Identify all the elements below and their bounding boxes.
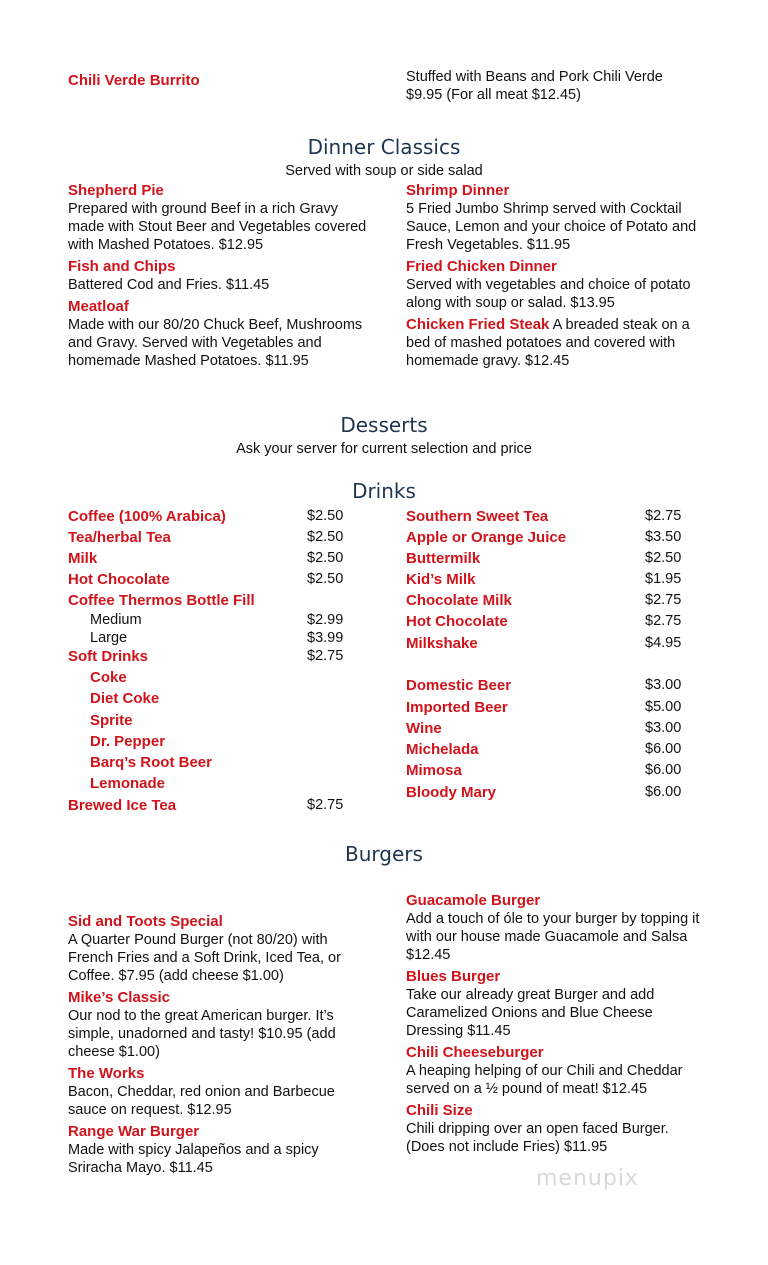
menu-item	[406, 967, 706, 1040]
drink-name: Buttermilk	[406, 550, 481, 567]
section-title-desserts: Desserts	[340, 413, 428, 437]
drink-name: Michelada	[406, 741, 479, 758]
drink-row	[68, 795, 176, 816]
drink-name: Kid’s Milk	[406, 571, 476, 588]
soft-drink-item: Sprite	[90, 712, 133, 729]
drink-name: Southern Sweet Tea	[406, 508, 549, 525]
drink-row	[406, 506, 548, 527]
drink-row	[406, 527, 566, 548]
drink-row	[68, 646, 148, 667]
drink-name: Tea/herbal Tea	[68, 529, 171, 546]
drink-name: Wine	[406, 720, 442, 737]
drink-row	[406, 782, 496, 803]
item-name: Chili Size	[406, 1102, 473, 1119]
section-subtitle-dinner: Served with soup or side salad	[285, 163, 483, 179]
drink-row	[68, 569, 170, 590]
drink-price: $3.00	[645, 720, 682, 736]
thermos-price: $2.99	[307, 612, 344, 628]
soft-drink-item: Diet Coke	[90, 690, 160, 707]
drink-row	[406, 697, 508, 718]
section-title-burgers: Burgers	[345, 842, 423, 866]
menu-item	[406, 181, 706, 254]
drink-row	[406, 590, 512, 611]
item-name: Chili Cheeseburger	[406, 1044, 544, 1061]
thermos-price: $3.99	[307, 630, 344, 646]
drink-name: Hot Chocolate	[406, 613, 508, 630]
drink-row	[406, 548, 480, 569]
drink-row	[406, 760, 462, 781]
menu-item	[406, 891, 706, 964]
item-name: Guacamole Burger	[406, 892, 541, 909]
item-name: Meatloaf	[68, 298, 129, 315]
menu-item	[406, 1043, 706, 1098]
item-desc: Served with vegetables and choice of potato along with soup or salad. $13.95	[406, 277, 691, 311]
item-desc: Made with spicy Jalapeños and a spicy Sriracha Mayo. $11.45	[68, 1142, 319, 1176]
drink-row	[68, 506, 226, 527]
menu-item	[68, 912, 368, 985]
watermark-logo: menupix	[536, 1166, 639, 1191]
menu-item	[68, 1122, 368, 1177]
section-title-drinks: Drinks	[352, 479, 416, 503]
item-desc: Take our already great Burger and add Caramelized Onions and Blue Cheese Dressing $11.45	[406, 987, 655, 1039]
drink-row	[68, 590, 255, 611]
item-price-line: $9.95 (For all meat $12.45)	[406, 87, 581, 103]
drink-price: $2.75	[307, 797, 344, 813]
item-name: Blues Burger	[406, 968, 501, 985]
drink-price: $2.50	[307, 529, 344, 545]
item-desc: Chili dripping over an open faced Burger. (Does not include Fries) $11.95	[406, 1121, 669, 1155]
drink-price: $6.00	[645, 741, 682, 757]
drink-price: $2.50	[645, 550, 682, 566]
drink-price: $2.75	[645, 592, 682, 608]
dinner-right-column	[406, 181, 706, 373]
soft-drink-item: Barq’s Root Beer	[90, 754, 212, 771]
drink-price: $2.50	[307, 508, 344, 524]
drink-name: Domestic Beer	[406, 677, 512, 694]
drink-price: $4.95	[645, 635, 682, 651]
item-name: Sid and Toots Special	[68, 913, 223, 930]
drink-row	[406, 569, 475, 590]
drink-name: Mimosa	[406, 762, 462, 779]
drink-price: $2.50	[307, 571, 344, 587]
item-desc: Prepared with ground Beef in a rich Gravy made with Stout Beer and Vegetables covered with Mashed Potatoes. $12.95	[68, 201, 367, 253]
item-name: Mike’s Classic	[68, 989, 171, 1006]
item-desc: Add a touch of óle to your burger by topping it with our house made Guacamole and Salsa $12.45	[406, 911, 700, 963]
menu-item	[68, 181, 368, 254]
item-desc: A breaded steak on a bed of mashed potatoes and covered with homemade gravy. $12.45	[406, 317, 690, 369]
item-desc: Bacon, Cheddar, red onion and Barbecue sauce on request. $12.95	[68, 1084, 335, 1118]
item-desc: A Quarter Pound Burger (not 80/20) with French Fries and a Soft Drink, Iced Tea, or Coffee. $7.95 (add cheese $1.00)	[68, 932, 341, 984]
drink-name: Apple or Orange Juice	[406, 529, 567, 546]
drink-price: $1.95	[645, 571, 682, 587]
item-name: Fish and Chips	[68, 258, 176, 275]
item-name: Chicken Fried Steak	[406, 316, 550, 333]
drink-row	[406, 718, 442, 739]
item-name: Range War Burger	[68, 1123, 200, 1140]
drink-price: $3.50	[645, 529, 682, 545]
drink-name: Soft Drinks	[68, 648, 149, 665]
drink-price: $6.00	[645, 762, 682, 778]
dinner-left-column	[68, 181, 368, 373]
item-name-chili-verde-burrito: Chili Verde Burrito	[68, 72, 200, 89]
drink-name: Coffee (100% Arabica)	[68, 508, 226, 525]
item-name: The Works	[68, 1065, 145, 1082]
drink-name: Imported Beer	[406, 699, 508, 716]
drink-price: $2.75	[307, 648, 344, 664]
drink-price: $2.75	[645, 508, 682, 524]
soft-drink-item: Coke	[90, 669, 127, 686]
item-desc-chili-verde-burrito	[406, 68, 706, 104]
soft-drink-item: Dr. Pepper	[90, 733, 166, 750]
menu-item	[406, 257, 706, 312]
drink-name: Chocolate Milk	[406, 592, 512, 609]
item-desc: 5 Fried Jumbo Shrimp served with Cocktail Sauce, Lemon and your choice of Potato and Fresh Vegetables. $11.95	[406, 201, 697, 253]
item-desc: Battered Cod and Fries. $11.45	[68, 277, 270, 293]
burgers-right-column	[406, 891, 706, 1159]
drink-name: Bloody Mary	[406, 784, 497, 801]
item-desc: A heaping helping of our Chili and Cheddar served on a ½ pound of meat! $12.45	[406, 1063, 683, 1097]
thermos-size: Medium	[90, 612, 142, 628]
drink-price: $5.00	[645, 699, 682, 715]
item-desc-line: Stuffed with Beans and Pork Chili Verde	[406, 69, 663, 85]
drink-price: $3.00	[645, 677, 682, 693]
menu-item	[406, 315, 706, 370]
item-name: Shrimp Dinner	[406, 182, 510, 199]
section-subtitle-desserts: Ask your server for current selection and price	[236, 441, 532, 457]
menu-item	[68, 297, 368, 370]
menu-item	[68, 1064, 368, 1119]
drink-name: Milk	[68, 550, 98, 567]
drink-price: $6.00	[645, 784, 682, 800]
menu-item	[68, 988, 368, 1061]
drink-name: Coffee Thermos Bottle Fill	[68, 592, 255, 609]
drink-price: $2.75	[645, 613, 682, 629]
drink-row	[68, 548, 97, 569]
drink-row	[406, 611, 508, 632]
drink-name: Brewed Ice Tea	[68, 797, 177, 814]
drink-row	[406, 675, 511, 696]
menu-item	[68, 257, 368, 294]
soft-drink-item: Lemonade	[90, 775, 166, 792]
thermos-size: Large	[90, 630, 128, 646]
section-title-dinner: Dinner Classics	[307, 135, 461, 159]
drink-name: Milkshake	[406, 635, 478, 652]
burgers-left-column	[68, 912, 368, 1180]
item-desc: Made with our 80/20 Chuck Beef, Mushrooms and Gravy. Served with Vegetables and homemade Mashed Potatoes. $11.95	[68, 317, 363, 369]
drink-name: Hot Chocolate	[68, 571, 170, 588]
item-name: Fried Chicken Dinner	[406, 258, 557, 275]
drink-row	[406, 739, 479, 760]
drink-price: $2.50	[307, 550, 344, 566]
item-desc: Our nod to the great American burger. It’s simple, unadorned and tasty! $10.95 (add cheese $1.00)	[68, 1008, 336, 1060]
item-name: Shepherd Pie	[68, 182, 164, 199]
menu-item	[406, 1101, 706, 1156]
drink-row	[406, 633, 478, 654]
drink-row	[68, 527, 171, 548]
